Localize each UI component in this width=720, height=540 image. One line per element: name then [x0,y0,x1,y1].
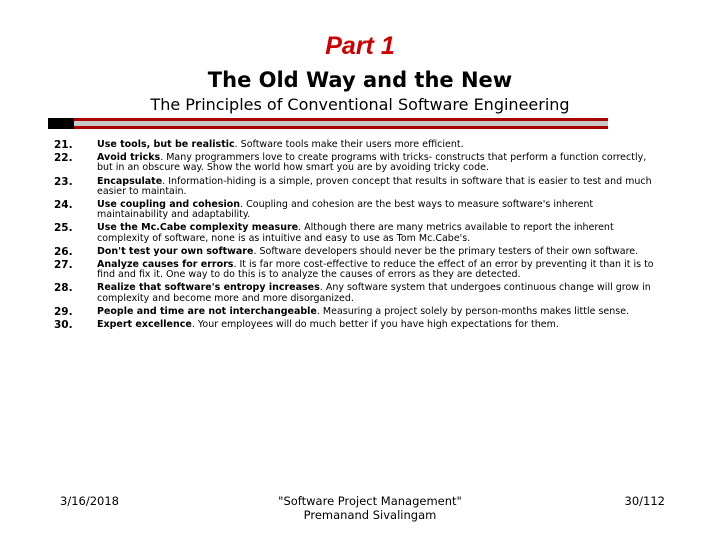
divider-black-block [48,118,74,129]
item-body: . Measuring a project solely by person-months makes little sense. [316,305,630,317]
list-item [54,260,664,280]
item-text [97,223,664,243]
item-body: . Although there are many metrics available to report the inherent complexity of software, none is as intuitive and easy to use as Tom Mc.Cabe's. [97,222,614,244]
footer-course-title: "Software Project Management" [278,494,462,508]
item-heading: People and time are not interchangeable [97,305,317,317]
footer-page-number: 30/112 [624,494,665,508]
item-number: 26. [54,245,73,258]
item-heading: Don't test your own software [97,245,254,257]
item-heading: Use tools, but be realistic [97,139,235,150]
list-item [54,200,664,220]
item-body: . Your employees will do much better if you have high expectations for them. [191,319,559,331]
item-text [97,283,664,303]
item-text [97,247,664,257]
item-text [97,153,664,173]
item-heading: Realize that software's entropy increases [97,282,320,294]
item-heading: Use the Mc.Cabe complexity measure [97,222,299,234]
item-number: 25. [54,222,73,235]
item-body: . It is far more cost-effective to reduce the effect of an error by preventing it than it is to find and fix it. One way to do this is to analyze the causes of errors as they are detected. [97,259,654,281]
list-item [54,320,664,330]
item-text [97,320,664,330]
list-item [54,140,664,150]
part-label: Part 1 [325,32,395,60]
item-text [97,200,664,220]
item-text [97,177,664,197]
footer-author: Premanand Sivalingam [303,508,437,522]
item-heading: Use coupling and cohesion [97,199,241,211]
item-text [97,307,664,317]
item-text [97,140,664,150]
item-heading: Analyze causes for errors [97,259,234,271]
item-number: 28. [54,282,73,295]
item-number: 21. [54,139,73,151]
item-body: . Information-hiding is a simple, proven concept that results in software that is easier to test and much easier to maintain. [97,175,652,197]
item-body: . Software developers should never be the primary testers of their own software. [253,245,639,257]
item-number: 30. [54,319,73,332]
title-divider [48,118,608,129]
item-number: 29. [54,305,73,318]
list-item [54,307,664,317]
principles-list [54,140,664,330]
item-number: 22. [54,152,73,165]
item-number: 27. [54,259,73,272]
item-text [97,260,664,280]
list-item [54,283,664,303]
footer-date: 3/16/2018 [60,494,119,508]
divider-grey-bar [54,121,608,126]
item-body: . Coupling and cohesion are the best ways to measure software's inherent maintainability and adaptability. [97,199,594,221]
list-item [54,247,664,257]
slide-title: The Old Way and the New [207,68,513,92]
item-heading: Avoid tricks [97,152,161,164]
slide-subtitle: The Principles of Conventional Software Engineering [150,95,570,114]
footer-course [250,494,490,522]
list-item [54,177,664,197]
item-body: . Many programmers love to create programs with tricks- constructs that perform a function correctly, but in an obscure way. Show the world how smart you are by avoiding tricky code. [97,152,647,174]
item-body: . Software tools make their users more efficient. [234,139,464,150]
item-number: 24. [54,199,73,212]
item-number: 23. [54,175,73,188]
list-item [54,153,664,173]
item-body: . Any software system that undergoes continuous change will grow in complexity and become more and more disorganized. [97,282,651,304]
list-item [54,223,664,243]
item-heading: Encapsulate [97,175,163,187]
item-heading: Expert excellence [97,319,192,331]
